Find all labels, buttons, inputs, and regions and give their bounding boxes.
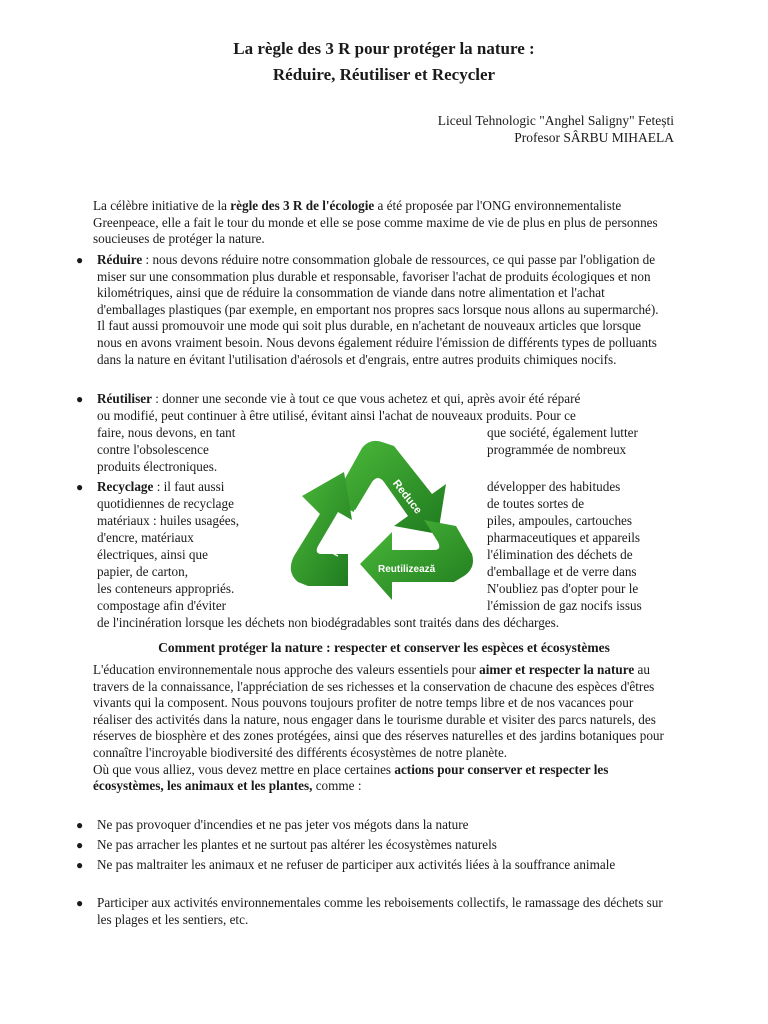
- recyclage-line-5b: l'élimination des déchets de: [487, 547, 633, 562]
- education-paragraph: L'éducation environnementale nous approche des valeurs essentiels pour aimer et respecter la nature au travers de la connaissance, l'appréciation de ses richesses et la conservation de chacune des espèces d'êtres vivants qui la composent. Nous pouvons toujours profiter de notre temps libre et de nos vacances pour réaliser des activités dans la nature, nous engager dans le tourisme durable et visiter des parcs naturels, des réserves de biosphère et des zones protégées, ainsi que des réserves naturelles et des jardins botaniques pour connaître l'incroyable biodiversité des différents écosystèmes de notre planète. Où que vous alliez, vous devez mettre en place certaines actions pour conserver et respecter les écosystèmes, les animaux et les plantes, comme :: [93, 662, 664, 794]
- school-name: Liceul Tehnologic "Anghel Saligny" Fetești: [437, 113, 674, 128]
- recyclage-line-3a: matériaux : huiles usagées,: [97, 513, 240, 528]
- bullet-marker: ●: [76, 818, 84, 832]
- recyclage-line-1b: développer des habitudes: [487, 479, 621, 494]
- logo-label-reduce: Reduce: [390, 477, 424, 517]
- intro-paragraph: [93, 198, 678, 248]
- bullet-marker: ●: [76, 896, 84, 910]
- recyclage-line-2a: quotidiennes de recyclage: [97, 496, 234, 511]
- recyclage-line-8a: compostage afin d'éviter: [97, 598, 227, 613]
- recyclage-line-9: de l'incinération lorsque les déchets non biodégradables sont traités dans des décharges.: [97, 615, 560, 630]
- recyclage-label: Recyclage: [97, 479, 154, 494]
- reduire-text: : nous devons réduire notre consommation globale de ressources, ce qui passe par l'obligation de miser sur une consommation plus durable et responsable, favoriser l'achat de produits écologiques et non kilométriques, ainsi que de réduire la consommation de viande dans notre alimentation et l'achat d'emballages plastiques (par exemple, en emportant nos propres sacs lorsque nous allons au supermarché). Il faut aussi promouvoir une mode qui soit plus durable, en n'achetant de nouveaux articles que lorsque nous en avons vraiment besoin. Nous devons également réduire l'émission de différents types de polluants dans la nature en évitant l'utilisation d'aérosols et d'engrais, entre autres produits chimiques nocifs.: [97, 252, 659, 367]
- reutiliser-line-4b: programmée de nombreux: [487, 442, 627, 457]
- recyclage-line-5a: électriques, ainsi que: [97, 547, 208, 562]
- reutiliser-line-4a: contre l'obsolescence: [97, 442, 209, 457]
- recyclage-line-2b: de toutes sortes de: [487, 496, 585, 511]
- recyclage-line-3b: piles, ampoules, cartouches: [487, 513, 633, 528]
- title-line-1: La règle des 3 R pour protéger la nature :: [233, 39, 535, 58]
- document-title: [0, 36, 768, 88]
- recyclage-line-8b: l'émission de gaz nocifs issus: [487, 598, 642, 613]
- reutiliser-line-1: Réutiliser : donner une seconde vie à tout ce que vous achetez et qui, après avoir été réparé: [97, 391, 581, 406]
- list-item: Ne pas maltraiter les animaux et ne refuser de participer aux activités liées à la souffrance animale: [97, 857, 616, 872]
- bullet-marker: ●: [76, 838, 84, 852]
- recycle-logo-icon: [286, 436, 476, 604]
- recyclage-line-4b: pharmaceutiques et appareils: [487, 530, 641, 545]
- section-heading: Comment protéger la nature : respecter et conserver les espèces et écosystèmes: [158, 640, 610, 655]
- logo-label-recicleaza: Reciclează: [330, 508, 364, 559]
- reutiliser-line-3a: faire, nous devons, en tant: [97, 425, 236, 440]
- education-bold: aimer et respecter la nature: [479, 662, 635, 677]
- actions-bold: actions pour conserver et respecter les écosystèmes, les animaux et les plantes,: [93, 761, 609, 794]
- recyclage-line-7a: les conteneurs appropriés.: [97, 581, 235, 596]
- reutiliser-label: Réutiliser: [97, 391, 152, 406]
- bullet-marker: ●: [76, 858, 84, 872]
- reduire-label: Réduire: [97, 252, 143, 267]
- reutiliser-line-3b: que société, également lutter: [487, 425, 638, 440]
- logo-label-reutilizeaza: Reutilizează: [378, 564, 436, 575]
- bullet-marker: ●: [76, 392, 84, 406]
- bullet-marker: ●: [76, 480, 84, 494]
- author-block: [438, 112, 674, 146]
- teacher-name: Profesor SÂRBU MIHAELA: [514, 130, 674, 145]
- reutiliser-line-2: ou modifié, peut continuer à être utilisé, évitant ainsi l'achat de nouveaux produits. Pour ce: [97, 408, 576, 423]
- intro-text-c: a été proposée par l'ONG environnementaliste Greenpeace, elle a fait le tour du monde et elle se pose comme maxime de vie de plus en plus de personnes soucieuses de protéger la nature.: [93, 198, 658, 247]
- list-item: Ne pas provoquer d'incendies et ne pas jeter vos mégots dans la nature: [97, 817, 469, 832]
- list-item: Ne pas arracher les plantes et ne surtout pas altérer les écosystèmes naturels: [97, 837, 497, 852]
- recyclage-line-6a: papier, de carton,: [97, 564, 189, 579]
- recyclage-line-4a: d'encre, matériaux: [97, 530, 194, 545]
- reduire-paragraph: [97, 252, 669, 368]
- intro-text-bold: règle des 3 R de l'écologie: [230, 198, 375, 213]
- intro-text-a: La célèbre initiative de la: [93, 198, 231, 213]
- recyclage-line-1a: Recyclage : il faut aussi: [97, 479, 225, 494]
- reutiliser-line-5a: produits électroniques.: [97, 459, 218, 474]
- bullet-marker: ●: [76, 253, 84, 267]
- title-line-2: Réduire, Réutiliser et Recycler: [272, 65, 496, 84]
- list-item: Participer aux activités environnementales comme les reboisements collectifs, le ramassage des déchets sur les plages et les sentiers, etc.: [97, 895, 663, 927]
- reutilizeaza-arrow: [360, 520, 473, 600]
- recyclage-line-7b: N'oubliez pas d'opter pour le: [487, 581, 639, 596]
- recyclage-line-6b: d'emballage et de verre dans: [487, 564, 637, 579]
